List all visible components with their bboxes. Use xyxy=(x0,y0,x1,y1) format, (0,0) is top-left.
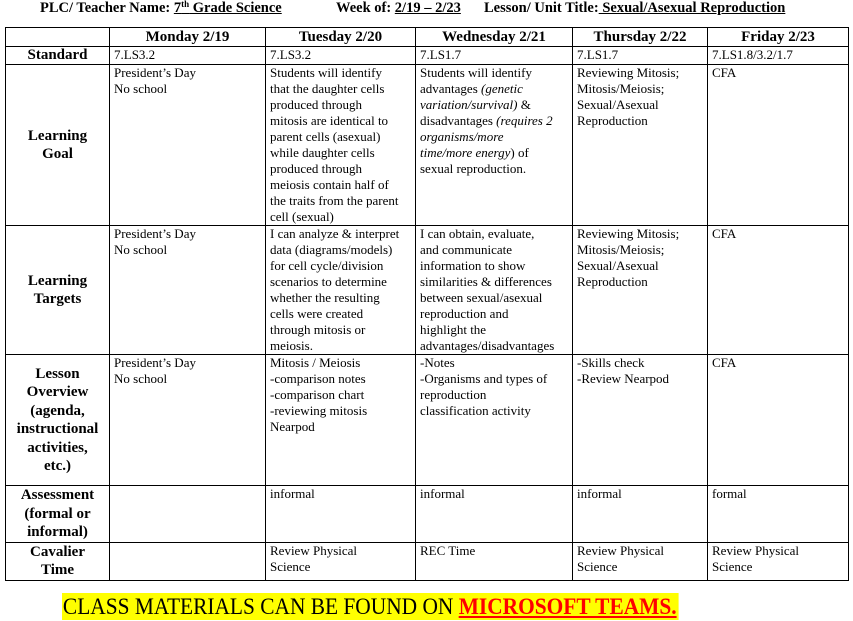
cell-line: while daughter cells xyxy=(270,145,375,160)
cell-line: Reproduction xyxy=(577,274,648,289)
cell-line: parent cells (asexual) xyxy=(270,129,381,144)
italic-note: (requires 2 xyxy=(496,113,553,128)
cell-line: Review Physical xyxy=(270,542,358,558)
cell-learning-goal-wednesday xyxy=(416,65,573,226)
teacher-name-value xyxy=(174,0,282,16)
cell-lesson-overview-wednesday xyxy=(416,355,573,486)
cell-line: produced through xyxy=(270,161,363,176)
unit-title xyxy=(484,0,785,17)
cell-standard-wednesday xyxy=(416,47,573,65)
row-label-line: Learning xyxy=(27,272,88,289)
row-learning-goal xyxy=(6,65,849,226)
row-label-line: Lesson xyxy=(35,365,80,382)
cell-line: 7.LS1.7 xyxy=(577,47,619,62)
cell-line: CFA xyxy=(712,65,737,80)
cell-line: Reviewing Mitosis; xyxy=(577,226,680,241)
cell-line: Science xyxy=(712,558,753,574)
row-label-standard xyxy=(6,47,110,65)
cell-text: Students will identify xyxy=(420,65,532,80)
cell-line xyxy=(420,113,568,129)
cell-lesson-overview-tuesday xyxy=(266,355,416,486)
class-materials-banner xyxy=(62,593,678,620)
row-label-line: Targets xyxy=(33,291,82,307)
cell-line: meiosis. xyxy=(270,338,313,353)
cell-line: President’s Day xyxy=(114,65,196,80)
cell-line: CFA xyxy=(712,355,737,370)
microsoft-teams-link[interactable]: MICROSOFT TEAMS. xyxy=(458,594,677,619)
lesson-plan-table xyxy=(5,27,849,581)
row-label-line: instructional xyxy=(16,421,99,437)
cell-line: No school xyxy=(114,81,168,96)
row-label-line: Learning xyxy=(27,127,88,144)
cell-line: REC Time xyxy=(420,542,476,558)
cell-line xyxy=(420,81,568,97)
cell-line xyxy=(420,145,568,161)
cell-learning-targets-friday xyxy=(708,226,849,355)
row-label-line: Cavalier xyxy=(30,543,85,560)
cell-line: through mitosis or xyxy=(270,322,366,337)
cell-line: Nearpod xyxy=(270,419,315,434)
header-row xyxy=(6,28,849,47)
cell-line: mitosis are identical to xyxy=(270,113,389,128)
row-label-line: etc.) xyxy=(43,458,72,474)
cell-assessment-monday xyxy=(110,486,266,543)
column-header-friday: Friday 2/23 xyxy=(708,28,849,47)
cell-line: cells were created xyxy=(270,306,364,321)
cell-line: data (diagrams/models) xyxy=(270,242,393,257)
cell-standard-thursday xyxy=(573,47,708,65)
italic-note: (genetic xyxy=(481,81,523,96)
cell-line: highlight the xyxy=(420,322,487,337)
cell-learning-goal-tuesday xyxy=(266,65,416,226)
cell-learning-targets-monday xyxy=(110,226,266,355)
grade-number: 7 xyxy=(173,0,182,16)
cell-lesson-overview-monday xyxy=(110,355,266,486)
week-label: Week of: xyxy=(336,0,395,16)
cell-line: Students will identify xyxy=(270,65,382,80)
column-header-thursday: Thursday 2/22 xyxy=(573,28,708,47)
cell-line: 7.LS1.7 xyxy=(420,47,462,62)
row-label-line: activities, xyxy=(27,439,88,456)
cell-line: Review Physical xyxy=(577,542,665,558)
cell-text: ) of xyxy=(510,145,529,160)
cell-line: 7.LS3.2 xyxy=(270,47,312,62)
cell-line: -Skills check xyxy=(577,355,645,370)
cell-learning-goal-monday xyxy=(110,65,266,226)
column-header-tuesday: Tuesday 2/20 xyxy=(266,28,416,47)
cell-line: advantages/disadvantages xyxy=(420,338,555,353)
cell-line: Mitosis/Meiosis; xyxy=(577,81,665,96)
cell-line: produced through xyxy=(270,97,363,112)
row-label-line: informal) xyxy=(27,524,88,540)
italic-note: variation/survival) xyxy=(420,97,518,112)
cell-line: information to show xyxy=(420,258,526,273)
row-label-learning-goal xyxy=(6,65,110,226)
row-label-line: Assessment xyxy=(20,487,95,503)
week-value: 2/19 – 2/23 xyxy=(394,0,461,16)
row-label-line: (formal or xyxy=(24,505,91,522)
plc-label: PLC/ Teacher Name: xyxy=(40,0,174,16)
row-label-assessment xyxy=(6,486,110,543)
cell-cavalier-time-tuesday xyxy=(266,542,416,580)
cell-text: advantages xyxy=(420,81,482,96)
cell-cavalier-time-monday xyxy=(110,542,266,580)
cell-line: -comparison chart xyxy=(270,387,365,402)
cell-line: No school xyxy=(114,371,168,386)
cell-cavalier-time-thursday xyxy=(573,542,708,580)
column-header-wednesday: Wednesday 2/21 xyxy=(416,28,573,47)
row-learning-targets xyxy=(6,226,849,355)
cell-text: sexual reproduction. xyxy=(420,161,527,176)
cell-line: cell (sexual) xyxy=(270,209,334,224)
cell-line: 7.LS1.8/3.2/1.7 xyxy=(712,47,793,62)
cell-assessment-thursday xyxy=(573,486,708,543)
cell-lesson-overview-thursday xyxy=(573,355,708,486)
cell-standard-monday xyxy=(110,47,266,65)
cell-cavalier-time-wednesday xyxy=(416,542,573,580)
cell-line: President’s Day xyxy=(114,355,196,370)
banner-text: CLASS MATERIALS CAN BE FOUND ON xyxy=(62,594,459,619)
cell-line: -reviewing mitosis xyxy=(270,403,368,418)
cell-line xyxy=(420,129,568,145)
cell-standard-tuesday xyxy=(266,47,416,65)
cell-line: Science xyxy=(577,558,618,574)
cell-line: informal xyxy=(270,486,315,501)
cell-line: Mitosis/Meiosis; xyxy=(577,242,665,257)
cell-line: the traits from the parent xyxy=(270,193,399,208)
row-label-learning-targets xyxy=(6,226,110,355)
cell-line: I can analyze & interpret xyxy=(270,226,400,241)
row-label-line: (agenda, xyxy=(30,402,85,419)
cell-line: Sexual/Asexual xyxy=(577,258,659,273)
cell-line xyxy=(420,65,568,81)
cell-line xyxy=(420,97,568,113)
grade-suffix: th xyxy=(181,0,190,9)
cell-learning-goal-thursday xyxy=(573,65,708,226)
cell-line: -comparison notes xyxy=(270,371,366,386)
cell-line: Mitosis / Meiosis xyxy=(270,355,361,370)
cell-text: disadvantages xyxy=(420,113,497,128)
cell-standard-friday xyxy=(708,47,849,65)
cell-line: CFA xyxy=(712,226,737,241)
row-label-cavalier-time xyxy=(6,542,110,580)
cell-line: Reproduction xyxy=(577,113,648,128)
cell-assessment-tuesday xyxy=(266,486,416,543)
cell-line: No school xyxy=(114,242,168,257)
cell-line: -Review Nearpod xyxy=(577,371,670,386)
cell-line: informal xyxy=(577,486,622,501)
cell-line: similarities & differences xyxy=(420,274,552,289)
cell-line: Review Physical xyxy=(712,542,800,558)
column-header-monday: Monday 2/19 xyxy=(110,28,266,47)
italic-note: time/more energy xyxy=(420,145,511,160)
cell-learning-targets-wednesday xyxy=(416,226,573,355)
cell-cavalier-time-friday xyxy=(708,542,849,580)
cell-line: reproduction and xyxy=(420,306,509,321)
cell-line: formal xyxy=(712,486,747,501)
cell-line: -Organisms and types of xyxy=(420,371,548,386)
row-label-lesson-overview xyxy=(6,355,110,486)
cell-line: reproduction xyxy=(420,387,487,402)
cell-learning-goal-friday xyxy=(708,65,849,226)
cell-line: classification activity xyxy=(420,403,531,418)
row-cavalier-time xyxy=(6,542,849,580)
week-of xyxy=(336,0,461,17)
row-standard xyxy=(6,47,849,65)
cell-line: and communicate xyxy=(420,242,513,257)
cell-line: between sexual/asexual xyxy=(420,290,543,305)
row-label-line: Goal xyxy=(42,146,73,162)
cell-text: & xyxy=(517,97,531,112)
cell-assessment-friday xyxy=(708,486,849,543)
grade-subject: Grade Science xyxy=(189,0,282,16)
cell-learning-targets-tuesday xyxy=(266,226,416,355)
cell-lesson-overview-friday xyxy=(708,355,849,486)
row-label-line: Time xyxy=(40,562,75,578)
cell-line xyxy=(420,161,568,177)
corner-cell xyxy=(6,28,110,47)
teacher-name xyxy=(40,0,282,17)
cell-line: that the daughter cells xyxy=(270,81,385,96)
unit-value: Sexual/Asexual Reproduction xyxy=(598,0,786,16)
cell-line: -Notes xyxy=(420,355,455,370)
cell-line: Science xyxy=(270,558,311,574)
row-assessment xyxy=(6,486,849,543)
cell-learning-targets-thursday xyxy=(573,226,708,355)
cell-line: informal xyxy=(420,486,465,501)
document-header xyxy=(0,0,853,20)
cell-line: 7.LS3.2 xyxy=(114,47,156,62)
row-lesson-overview xyxy=(6,355,849,486)
cell-line: scenarios to determine xyxy=(270,274,387,289)
cell-line: Sexual/Asexual xyxy=(577,97,659,112)
cell-line: whether the resulting xyxy=(270,290,380,305)
row-label-line: Overview xyxy=(26,384,89,400)
italic-note: organisms/more xyxy=(420,129,504,144)
cell-line: meiosis contain half of xyxy=(270,177,389,192)
unit-label: Lesson/ Unit Title: xyxy=(484,0,599,16)
cell-assessment-wednesday xyxy=(416,486,573,543)
row-label-line: Standard xyxy=(27,47,88,63)
cell-line: President’s Day xyxy=(114,226,196,241)
cell-line: I can obtain, evaluate, xyxy=(420,226,535,241)
cell-line: for cell cycle/division xyxy=(270,258,384,273)
cell-line: Reviewing Mitosis; xyxy=(577,65,680,80)
